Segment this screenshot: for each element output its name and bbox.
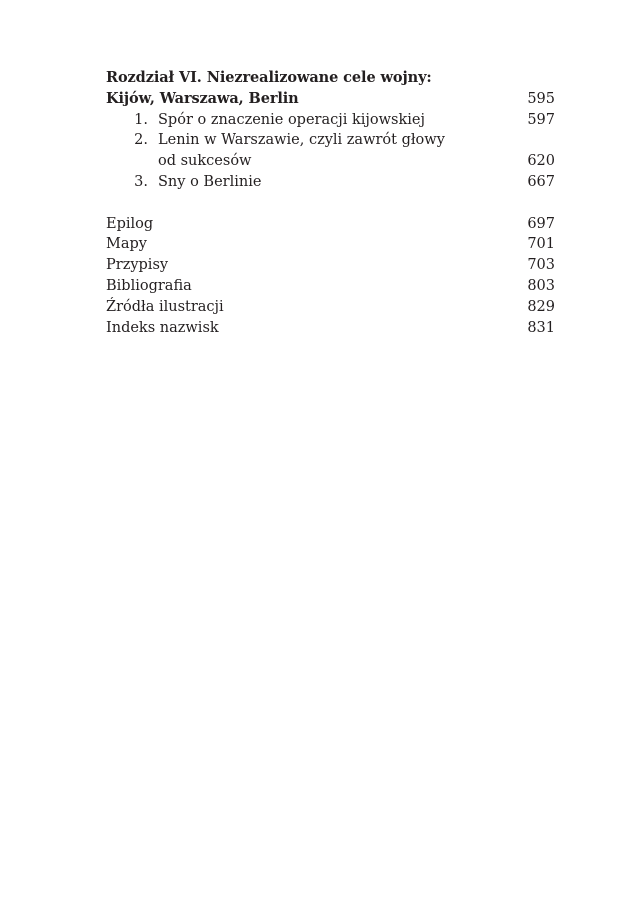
entry-title: Przypisy: [106, 257, 169, 274]
section-page-number: 620: [527, 153, 555, 170]
entry-title: Epilog: [106, 215, 154, 232]
chapter-title-line-2: Kijów, Warszawa, Berlin: [106, 89, 299, 107]
chapter-heading-line-2: [106, 89, 555, 110]
section-number: 3.: [134, 173, 148, 190]
toc-entry-maps: [106, 234, 555, 255]
toc-entry-illustration-sources: [106, 297, 555, 318]
toc-section-2-line-2: [106, 151, 555, 172]
toc-section-2-line-1: [106, 130, 555, 151]
section-title: Lenin w Warszawie, czyli zawrót głowy: [158, 132, 445, 149]
chapter-title-line-1: Rozdział VI. Niezrealizowane cele wojny:: [106, 69, 432, 86]
section-number: 2.: [134, 132, 148, 149]
toc-section-1: [106, 110, 555, 131]
table-of-contents: [106, 68, 555, 338]
entry-page-number: 701: [527, 236, 555, 253]
toc-entry-epilog: [106, 214, 555, 235]
entry-title: Indeks nazwisk: [106, 319, 219, 336]
section-page-number: 667: [527, 173, 555, 190]
section-title: Spór o znaczenie operacji kijowskiej: [158, 111, 425, 128]
entry-title: Mapy: [106, 236, 147, 253]
section-number: 1.: [134, 111, 148, 128]
entry-page-number: 831: [527, 319, 555, 336]
toc-entry-bibliography: [106, 276, 555, 297]
entry-title: Bibliografia: [106, 277, 192, 294]
chapter-heading-line-1: [106, 68, 555, 89]
toc-entry-name-index: [106, 318, 555, 339]
entry-page-number: 803: [527, 277, 555, 294]
entry-page-number: 703: [527, 257, 555, 274]
chapter-page-number: 595: [527, 90, 555, 107]
section-spacer: [106, 193, 555, 214]
entry-page-number: 697: [527, 215, 555, 232]
entry-page-number: 829: [527, 298, 555, 315]
toc-entry-notes: [106, 255, 555, 276]
section-title: Sny o Berlinie: [158, 173, 262, 190]
entry-title: Źródła ilustracji: [106, 298, 224, 315]
toc-section-3: [106, 172, 555, 193]
section-page-number: 597: [527, 111, 555, 128]
section-title-continued: od sukcesów: [158, 153, 252, 170]
